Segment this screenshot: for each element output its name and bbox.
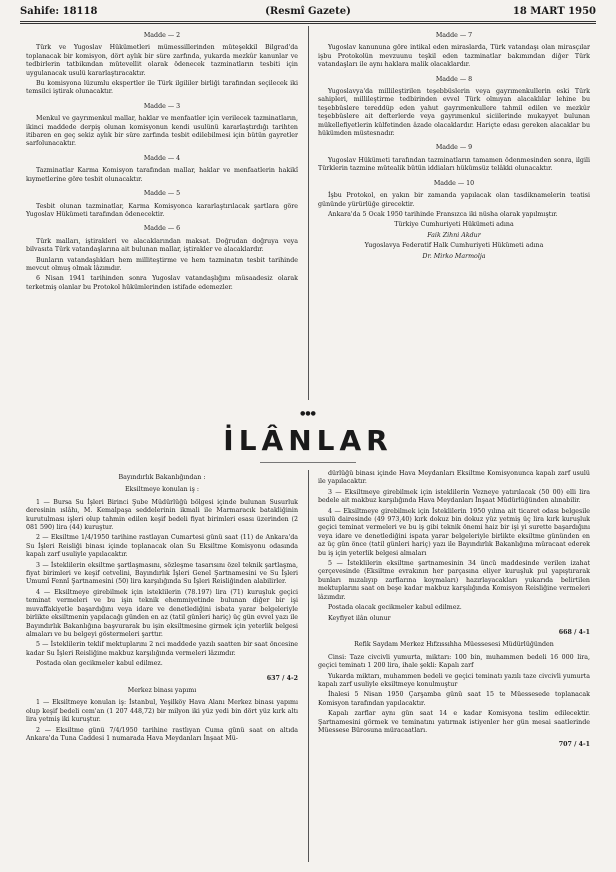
paragraph: 1 — Bursa Su İşleri Birinci Şube Müdürlüğü bölgesi içinde bulunan Susurluk deresinin ıslâhı, M. Kemalpaşa seddelerinin ikmali ile Marmaracık batakliğinin kurutulması işleri olup tahmin edilen keşif bedeli fiyat birimleri esası üzerinden (2 081 590) lira (44) kuruştur.: [26, 498, 298, 532]
paragraph: İşbu Protokol, en yakın bir zamanda yapılacak olan tasdiknamelerin teatisi gününde yürürlüğe girecektir.: [318, 192, 590, 208]
column-divider-bottom: [308, 470, 309, 862]
paragraph: 4 — Eksiltmeye girebilmek için isteklilerin (78.197) lira (71) kuruşluk geçici teminat vermeleri ve bu işin teknik ehemmiyetinde bulunan diğer bir işi muvaffakiyetle başardığını veya idare ve denetlediğini isbata yarar belgeleriyle birlikte eksiltmenin yapılacağı günden en az (tatil günleri hariç) üç gün evvel yazı ile Bayındırlık Bakanlığına başvurarak bu işin eksiltmesine girmek için yeterlik belgesi almaları ve bu belgeyi göstermeleri şarttır.: [26, 588, 298, 638]
paragraph: Yugoslav kanununa göre intikal eden miraslarda, Türk vatandaşı olan mirasçılar işbu Protokolün mevzuunu teşkil eden tazminatlar bakımından diğer Türk vatandaşları ile aynı haklara malik olacaklardır.: [318, 44, 590, 69]
paragraph: İhalesi 5 Nisan 1950 Çarşamba günü saat 15 te Müessesede toplanacak Komisyon tarafından yapılacaktır.: [318, 691, 590, 707]
ad-reference: 668 / 4-1: [558, 628, 590, 636]
article-heading: Madde — 3: [143, 102, 181, 110]
article-heading: Madde — 4: [143, 154, 181, 162]
paragraph: Türk malları, iştirakleri ve alacaklarından maksat. Doğrudan doğruya veya bilvasıta Türk vatandaşlarına ait bulunan mallar, iştirakler ve alacaklardır.: [26, 237, 298, 254]
paragraph: Menkul ve gayrımenkul mallar, haklar ve menfaatler için verilecek tazminatların, ikinci maddede derpiş olunan komisyonun kendi usulünü kararlaştırdığı tarihten itibaren en geç sekiz aylık bir süre zarfında tesbit edilebilmesi için bütün gayretler sarfolunacaktır.: [26, 115, 298, 148]
signatory-name: Faik Zihni Akdur: [427, 231, 481, 239]
article-heading: Madde — 9: [435, 144, 473, 152]
ad-title: Refik Saydam Merkez Hıfzıssıhha Müessesesi Müdürlüğünden: [354, 641, 554, 649]
article-heading: Madde — 2: [143, 32, 181, 39]
paragraph: Bunların vatandaşlıkları hem milliteştirme ve hem tazminatın tesbit tarihinde mevcut olmuş olmak lâzımdır.: [26, 256, 298, 272]
paragraph: Ankara'da 5 Ocak 1950 tarihinde Fransızca iki nüsha olarak yapılmıştır.: [328, 210, 558, 218]
article-heading: Madde — 10: [433, 179, 475, 187]
article-heading: Madde — 5: [143, 190, 181, 198]
ad-subtitle: Eksiltmeye konulan iş :: [124, 486, 200, 494]
paragraph: 2 — Eksiltme günü 7/4/1950 tarihine rastlıyan Cuma günü saat on altıda Ankara'da Tuna Caddesi 1 numarada Hava Meydanları İnşaat Mü-: [26, 726, 298, 742]
newspaper-name: (Resmî Gazete): [265, 6, 351, 17]
paragraph: Yugoslavya'da millileştirilen teşebbüslerin veya gayrımenkullerin eski Türk sahipleri, millileştirme tedbirinden evvel Türk olmıyan alacaklılar lehine bu teşebbüslere tereddüp eden yahut gayrımenkullere tahmil edilen ve mezkûr teşebbüslere ait defterlerde veya gayrımenkul siciilerinde mukayyet bulunan mükellefiyetlerin külfetinden âzade olacaklardır. Hariçte edası gereken alacaklar bu hükümden müstesnadır.: [318, 88, 590, 138]
signature-line: Yugoslavya Federatif Halk Cumhuriyeti Hükümeti adına: [364, 242, 544, 250]
paragraph: Tazminatlar Karma Komisyon tarafından mallar, haklar ve menfaatlerin hakikî kıymetlerine göre tesbit olunacaktır.: [26, 167, 298, 183]
ads-left-column: [26, 470, 298, 745]
paragraph: Türk ve Yugoslav Hükümetleri mümessillerinden müteşekkil Bilgrad'da toplanacak bir komisyon, dört aylık bir süre zarfında, yukarda mezkûr kanunlar ve tedbirlerin tatbikından mütevellit olarak ödenecek tazminatların tesbiti için uygulanacak usulü kararlaştıracaktır.: [26, 44, 298, 77]
paragraph: 3 — İsteklilerin eksiltme şartlaşmasını, sözleşme tasarısını özel teknik şartlaşma, fiyat birimleri ve keşif cetvelini, Bayındırlık İşleri Genel Şartnamesini ve Su İşleri Umumî Fennî Şartnamesini (50) lira karşılığında Su İşleri Reisliğinden alabilirler.: [26, 561, 298, 586]
paragraph: Bu komisyona lüzumlu ekspertler ile Türk ilgililer birliği tarafından seçilecek iki temsilci iştirak olunacaktır.: [26, 80, 298, 96]
page-header: [20, 6, 596, 20]
paragraph: dürlüğü binası içinde Hava Meydanları Eksiltme Komisyonunca kapalı zarf usulü ile yapılacaktır.: [318, 470, 590, 486]
ad-reference: 707 / 4-1: [558, 741, 590, 749]
ads-right-column: [318, 470, 590, 754]
page-number: Sahife: 18118: [20, 6, 98, 17]
paragraph: Keyfiyet ilân olunur: [328, 614, 391, 622]
article-heading: Madde — 8: [435, 75, 473, 83]
section-ornament: ●●●: [300, 410, 316, 417]
article-heading: Madde — 7: [435, 32, 473, 39]
column-divider-top: [308, 26, 309, 400]
paragraph: Postada olan gecikmeler kabul edilmez.: [36, 660, 163, 668]
paragraph: Yukarda miktarı, muhammen bedeli ve geçici teminatı yazılı taze civcivli yumurta kapalı zarf usuliyle eksiltmeye konulmuştur: [318, 672, 590, 688]
title-underline: [260, 462, 356, 463]
paragraph: 1 — Eksiltmeye konulan iş: İstanbul, Yeşilköy Hava Alanı Merkez binası yapımı olup keşif bedeli cem'an (1 207 448,72) bir milyon iki yüz yedi bin dört yüz kırk altı lira yetmiş iki kuruştur.: [26, 699, 298, 724]
header-rule-2: [20, 23, 596, 24]
signatory-name: Dr. Mirko Marmolja: [422, 252, 486, 260]
issue-date: 18 MART 1950: [512, 6, 596, 17]
header-rule: [20, 21, 596, 22]
paragraph: Postada olacak gecikmeler kabul edilmez.: [328, 604, 462, 612]
ad-reference: 637 / 4-2: [266, 674, 298, 682]
paragraph: Cinsi: Taze civcivli yumurta, miktarı: 100 bin, muhammen bedeli 16 000 lira, geçici teminatı 1 200 lira, ihale şekli: Kapalı zarf: [318, 653, 590, 670]
paragraph: Kapalı zarflar aynı gün saat 14 e kadar Komisyona teslim edilecektir. Şartnamesini görmek ve teminatını yatırmak istiyenler her gün mesai saatlerinde Müessese Bürosuna müracaatları.: [318, 710, 590, 734]
paragraph: 5 — İsteklilerin teklif mektuplarını 2 nci maddede yazılı saatten bir saat öncesine kadar Su İşleri Reisliğine makbuz karşılığında vermeleri lâzımdır.: [26, 641, 298, 657]
paragraph: 4 — Eksiltmeye girebilmek için İsteklilerin 1950 yılına ait ticaret odası belgesile usulü dairesinde (49 973,40) kırk dokuz bin dokuz yüz yetmiş üç lira kırk kuruşluk geçici teminat vermeleri ve bu iş gibi teknik önemi haiz bir işi yi surette başardığını veya idare ve denetlediğini ispata yarar belgeleriyle birlikte eksiltme gününden en az üç gün önce (tatil günleri hariç) yazı ile Bayındırlık Bakanlığına müracaat ederek bu iş için yeterlik belgesi almaları: [318, 507, 590, 557]
announcements-title: İLÂNLAR: [223, 424, 393, 457]
paragraph: Tesbit olunan tazminatlar, Karma Komisyonca kararlaştırılacak şartlara göre Yugoslav Hükümeti tarafından ödenecektir.: [26, 202, 298, 218]
article-heading: Madde — 6: [143, 225, 181, 233]
paragraph: 6 Nisan 1941 tarihinden sonra Yugoslav vatandaşlığını müsaadesiz olarak terketmiş olanlar bu Protokol hükümlerinden istifade edemezler.: [26, 275, 298, 291]
protocol-right-column: [318, 26, 590, 263]
ad-title: Merkez binası yapımı: [127, 686, 197, 694]
signature-line: Türkiye Cumhuriyeti Hükümeti adına: [394, 221, 514, 229]
protocol-left-column: [26, 26, 298, 294]
paragraph: 2 — Eksiltme 1/4/1950 tarihine rastlayan Cumartesi günü saat (11) de Ankara'da Su İşleri Reisliği binası içinde toplanacak olan Su Eksiltme Komisyonu odasında kapalı zarf usuliyle yapılacaktır.: [26, 534, 298, 559]
paragraph: 3 — Eksiltmeye girebilmek için isteklilerin Vezneye yatırılacak (50 00) elli lira bedele ait makbuz karşılığında Hava Meydanları İnşaat Müdürlüğünden alınabilir.: [318, 488, 590, 505]
ad-title: Bayındırlık Bakanlığından :: [118, 474, 206, 481]
paragraph: 5 — İsteklilerin eksiltme şartnamesinin 34 üncü maddesinde verilen izahat çerçevesinde (Eksiltme evrakının her parçasına eliyer kuruşluk pul yapıştırarak bunları mızalıyıp zarflarına koymaları) hazırlayacakları yukarıda belirtilen mektuplarını saat on beşe kadar makbuz karşılığında Komisyon Reisliğine vermeleri lâzımdır.: [318, 560, 590, 601]
paragraph: Yugoslav Hükümeti tarafından tazminatların tamamen ödenmesinden sonra, ilgili Türklerin tazmine mütealik bütün iddiaları hükümsüz telâkki olunacaktır.: [318, 156, 590, 173]
